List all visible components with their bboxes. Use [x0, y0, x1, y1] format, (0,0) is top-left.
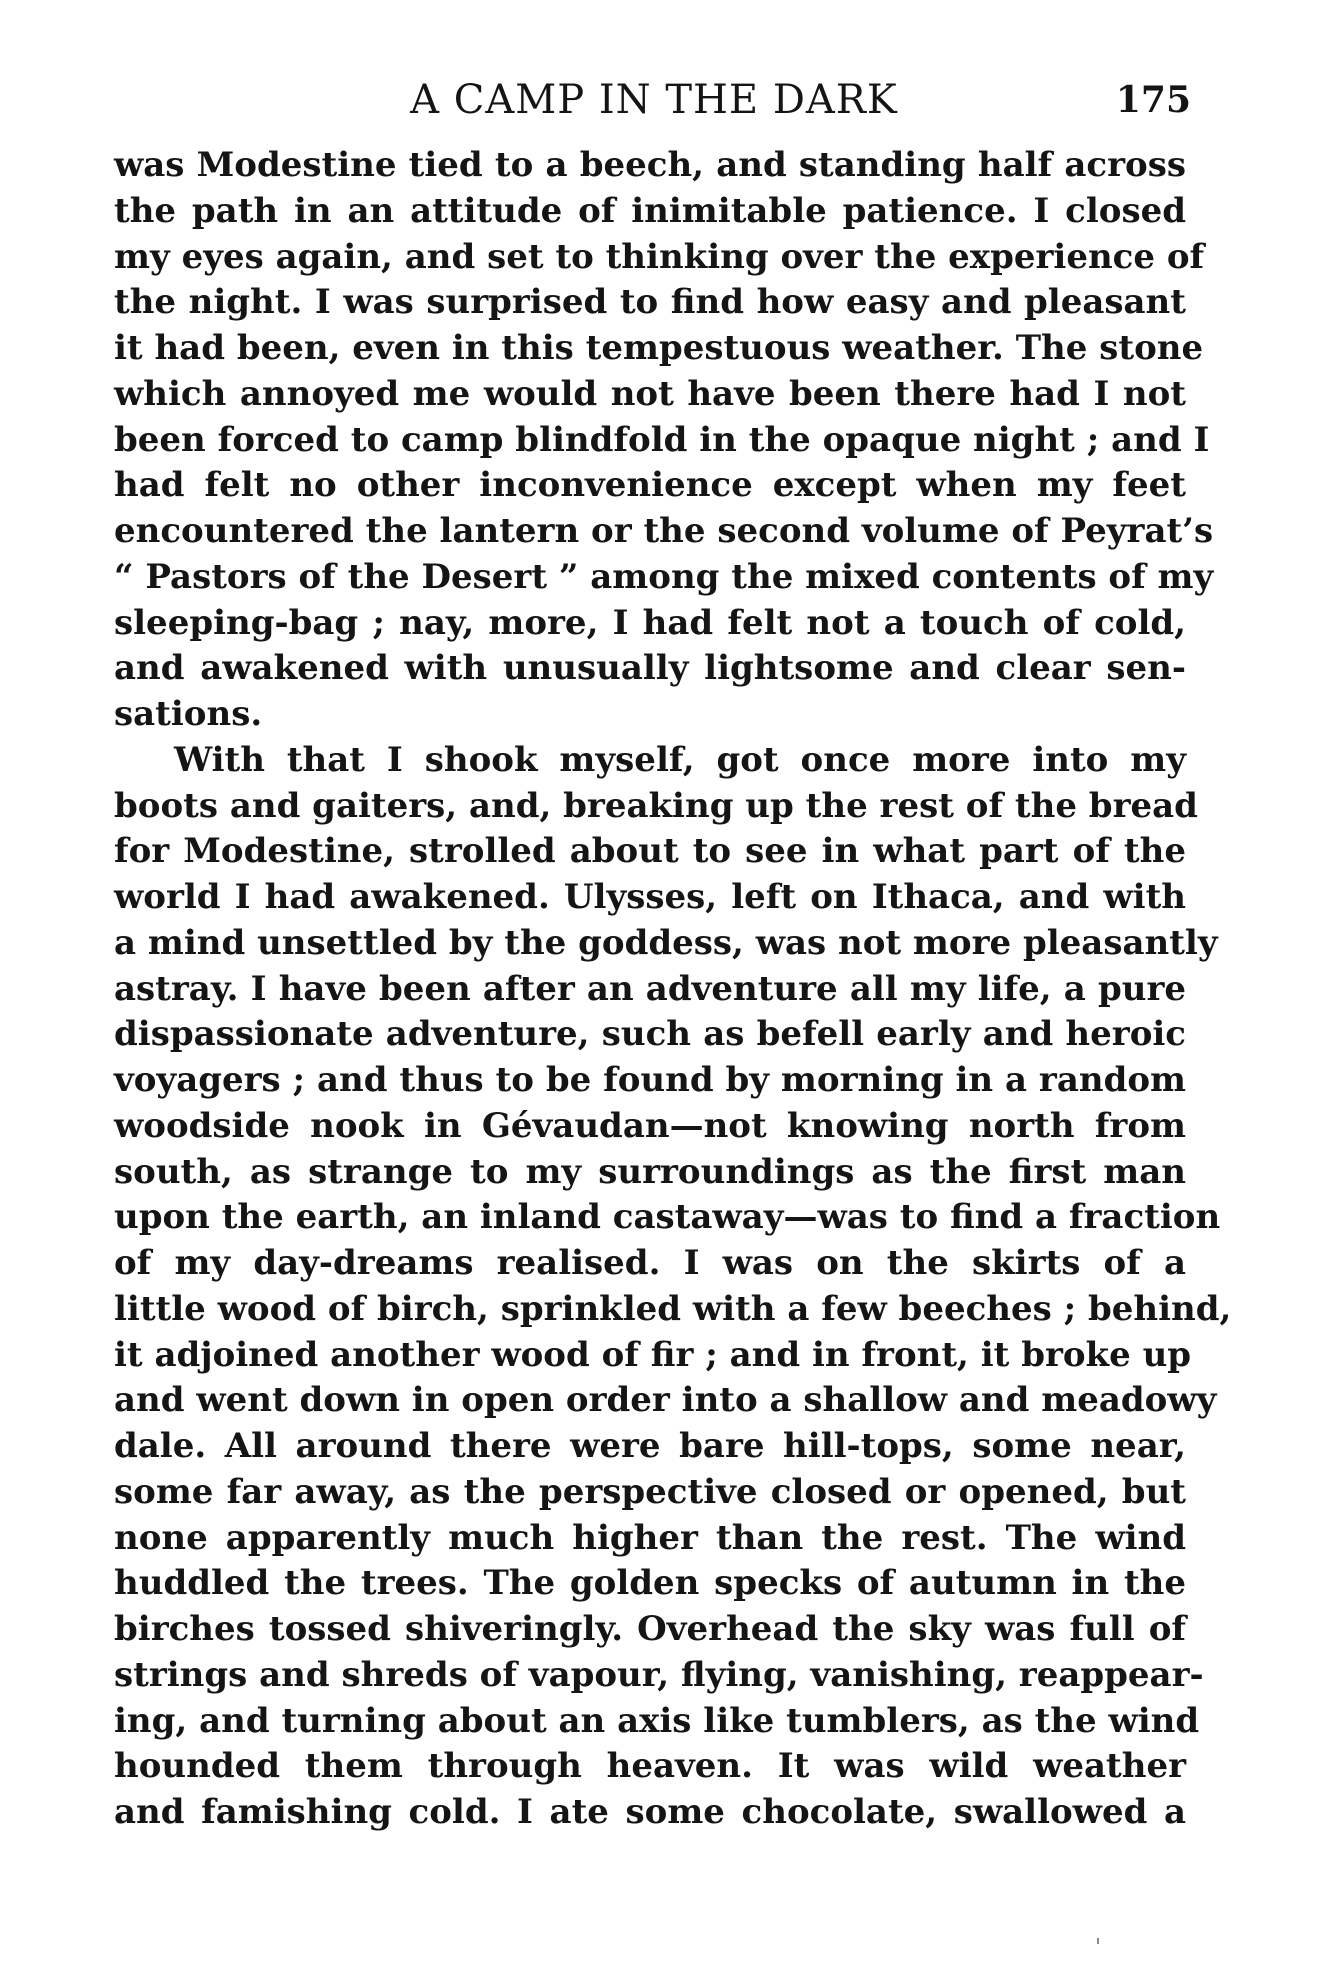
- text-line: dale. All around there were bare hill-tops, some near,: [114, 1426, 1186, 1466]
- text-line: was Modestine tied to a beech, and standing half across: [114, 145, 1186, 185]
- text-line: world I had awakened. Ulysses, left on Ithaca, and with: [114, 877, 1186, 917]
- text-line: and went down in open order into a shallow and meadowy: [114, 1380, 1217, 1421]
- text-line: boots and gaiters, and, breaking up the rest of the bread: [114, 785, 1198, 826]
- text-line: the night. I was surprised to find how easy and pleasant: [114, 282, 1186, 323]
- text-line: which annoyed me would not have been there had I not: [114, 373, 1186, 414]
- text-line: been forced to camp blindfold in the opaque night ; and I: [114, 419, 1210, 460]
- text-line: With that I shook myself, got once more into my: [174, 739, 1186, 780]
- text-line: for Modestine, strolled about to see in what part of the: [114, 831, 1186, 872]
- text-line: it had been, even in this tempestuous weather. The stone: [114, 328, 1204, 368]
- text-line: none apparently much higher than the rest. The wind: [114, 1517, 1186, 1558]
- text-line: the path in an attitude of inimitable patience. I closed: [114, 190, 1186, 231]
- text-line: south, as strange to my surroundings as the first man: [114, 1151, 1186, 1192]
- text-line: huddled the trees. The golden specks of autumn in the: [114, 1563, 1186, 1604]
- text-line: some far away, as the perspective closed or opened, but: [114, 1471, 1186, 1512]
- page-number: 175: [1115, 79, 1191, 121]
- text-line: sleeping-bag ; nay, more, I had felt not a touch of cold,: [114, 602, 1186, 643]
- text-line: encountered the lantern or the second volume of Peyrat’s: [114, 511, 1214, 551]
- text-line: little wood of birch, sprinkled with a few beeches ; behind,: [114, 1288, 1232, 1329]
- text-line: a mind unsettled by the goddess, was not more pleasantly: [114, 922, 1218, 963]
- text-line: it adjoined another wood of fir ; and in front, it broke up: [114, 1334, 1192, 1375]
- text-line: and awakened with unusually lightsome and clear sen-: [114, 648, 1186, 689]
- text-line: upon the earth, an inland castaway—was to find a fraction: [114, 1197, 1221, 1238]
- text-line: voyagers ; and thus to be found by morning in a random: [114, 1060, 1186, 1100]
- text-line: of my day-dreams realised. I was on the skirts of a: [114, 1243, 1186, 1283]
- text-line: strings and shreds of vapour, flying, vanishing, reappear-: [114, 1654, 1204, 1695]
- text-line: sations.: [114, 694, 263, 734]
- text-line: dispassionate adventure, such as befell early and heroic: [114, 1014, 1186, 1055]
- text-line: had felt no other inconvenience except when my feet: [114, 465, 1186, 506]
- text-line: woodside nook in Gévaudan—not knowing north from: [114, 1105, 1186, 1146]
- text-line: hounded them through heaven. It was wild weather: [114, 1746, 1186, 1787]
- text-line: astray. I have been after an adventure all my life, a pure: [114, 968, 1186, 1009]
- running-header: [117, 72, 1191, 128]
- text-line: my eyes again, and set to thinking over the experience of: [114, 236, 1205, 277]
- body-text: [114, 143, 1232, 1836]
- text-line: and famishing cold. I ate some chocolate, swallowed a: [114, 1792, 1186, 1832]
- print-speck: [1097, 1938, 1099, 1944]
- text-line: birches tossed shiveringly. Overhead the sky was full of: [114, 1609, 1186, 1649]
- text-line: ing, and turning about an axis like tumblers, as the wind: [114, 1700, 1200, 1741]
- text-line: “ Pastors of the Desert ” among the mixed contents of my: [114, 556, 1214, 597]
- chapter-title: A CAMP IN THE DARK: [410, 77, 898, 123]
